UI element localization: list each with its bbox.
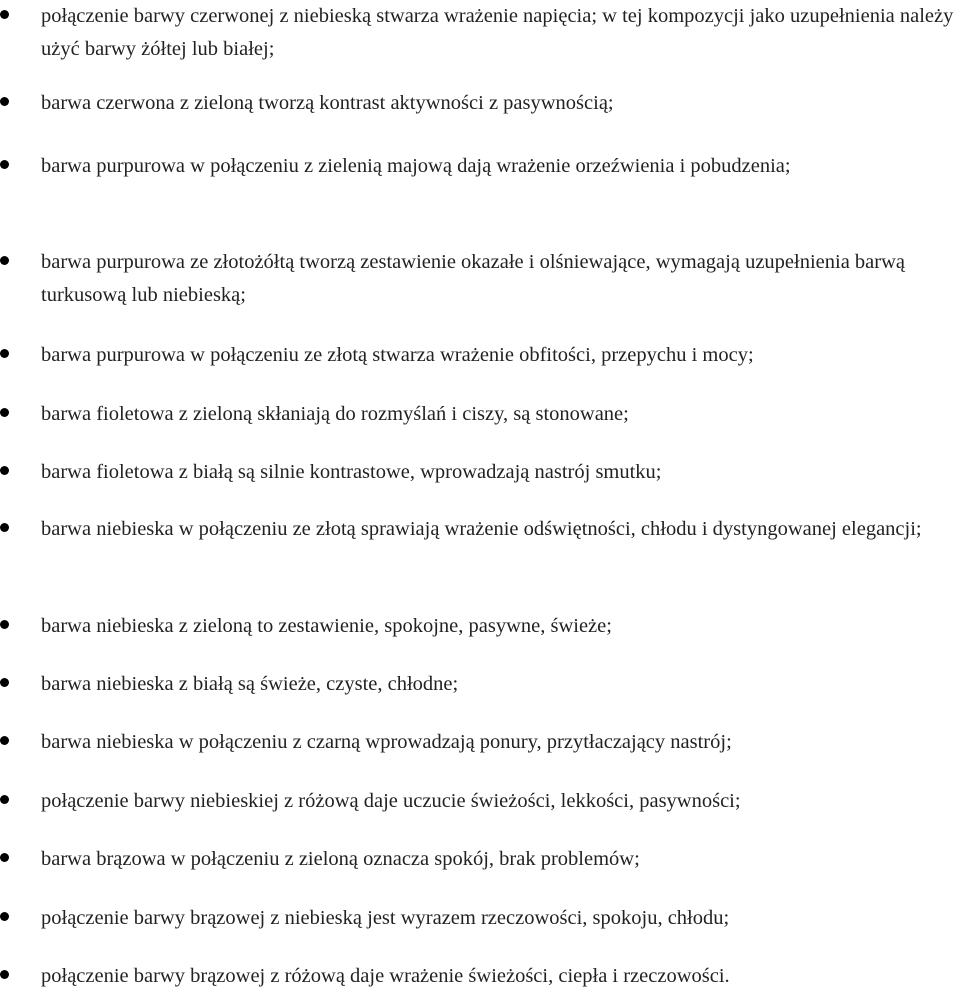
list-item-text: barwa fioletowa z białą są silnie kontrastowe, wprowadzają nastrój smutku;: [41, 461, 662, 483]
list-item-text: barwa czerwona z zieloną tworzą kontrast aktywności z pasywnością;: [41, 92, 614, 114]
bullet-point: [0, 10, 9, 19]
bullet-point: [0, 160, 9, 169]
bullet-point: [0, 620, 9, 629]
bullet-point: [0, 795, 9, 804]
bullet-point: [0, 678, 9, 687]
list-item-text: barwa niebieska z białą są świeże, czyste, chłodne;: [41, 673, 459, 695]
list-item-text: barwa purpurowa w połączeniu z zielenią majową dają wrażenie orzeźwienia i pobudzenia;: [41, 155, 791, 177]
bullet-point: [0, 256, 9, 265]
list-item-text: połączenie barwy czerwonej z niebieską stwarza wrażenie napięcia; w tej kompozycji jako uzupełnienia należy użyć barwy żółtej lub białej;: [41, 5, 954, 60]
list-item-text: połączenie barwy niebieskiej z różową daje uczucie świeżości, lekkości, pasywności;: [41, 790, 741, 812]
bullet-point: [0, 523, 9, 532]
bullet-point: [0, 466, 9, 475]
list-item-text: barwa purpurowa w połączeniu ze złotą stwarza wrażenie obfitości, przepychu i mocy;: [41, 344, 754, 366]
list-item-text: barwa purpurowa ze złotożółtą tworzą zestawienie okazałe i olśniewające, wymagają uzupełnienia barwą turkusową lub niebieską;: [41, 251, 906, 306]
bullet-point: [0, 349, 9, 358]
list-item-text: barwa brązowa w połączeniu z zieloną oznacza spokój, brak problemów;: [41, 848, 640, 870]
bullet-point: [0, 408, 9, 417]
bullet-point: [0, 970, 9, 979]
list-item-text: barwa niebieska w połączeniu z czarną wprowadzają ponury, przytłaczający nastrój;: [41, 731, 732, 753]
list-item-text: połączenie barwy brązowej z niebieską jest wyrazem rzeczowości, spokoju, chłodu;: [41, 907, 730, 929]
list-item-text: połączenie barwy brązowej z różową daje wrażenie świeżości, ciepła i rzeczowości.: [41, 965, 730, 987]
bullet-point: [0, 97, 9, 106]
list-item-text: barwa niebieska z zieloną to zestawienie, spokojne, pasywne, świeże;: [41, 615, 612, 637]
list-item-text: barwa fioletowa z zieloną skłaniają do rozmyślań i ciszy, są stonowane;: [41, 403, 629, 425]
bullet-point: [0, 912, 9, 921]
bullet-point: [0, 736, 9, 745]
bullet-point: [0, 853, 9, 862]
list-item-text: barwa niebieska w połączeniu ze złotą sprawiają wrażenie odświętności, chłodu i dystyngowanej elegancji;: [41, 518, 922, 540]
